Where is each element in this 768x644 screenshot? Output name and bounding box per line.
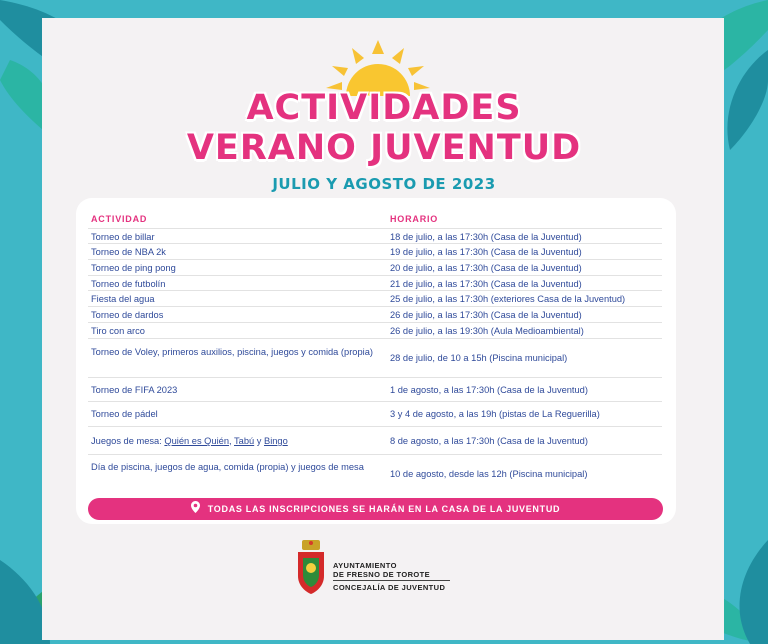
schedule-cell: 26 de julio, a las 19:30h (Aula Medioambiental): [390, 326, 584, 336]
activity-cell: Día de piscina, juegos de agua, comida (propia) y juegos de mesa: [91, 462, 364, 472]
schedule-cell: 1 de agosto, a las 17:30h (Casa de la Juventud): [390, 385, 588, 395]
schedule-cell: 26 de julio, a las 17:30h (Casa de la Juventud): [390, 310, 582, 320]
table-row: [88, 455, 662, 493]
subtitle-dates: JULIO Y AGOSTO DE 2023: [272, 175, 496, 193]
org-name-line-1: AYUNTAMIENTO: [333, 561, 397, 570]
game-link-bingo[interactable]: Bingo: [264, 436, 288, 446]
column-header-horario: HORARIO: [390, 214, 439, 224]
activity-cell: Torneo de billar: [91, 232, 155, 242]
table-row: [88, 291, 662, 307]
divider: [333, 580, 450, 581]
table-row: [88, 339, 662, 378]
table-row: [88, 276, 662, 291]
registration-banner: [88, 498, 663, 520]
department-name: CONCEJALÍA DE JUVENTUD: [333, 583, 446, 592]
column-header-actividad: ACTIVIDAD: [91, 214, 148, 224]
schedule-cell: 25 de julio, a las 17:30h (exteriores Casa de la Juventud): [390, 294, 626, 304]
game-link-tabu[interactable]: Tabú: [234, 436, 255, 446]
separator-text: ,: [229, 436, 234, 446]
title-line-1: ACTIVIDADES: [246, 88, 522, 128]
table-row: [88, 323, 662, 339]
activity-cell: Torneo de Voley, primeros auxilios, piscina, juegos y comida (propia): [91, 347, 373, 357]
org-name-line-2: DE FRESNO DE TOROTE: [333, 570, 431, 579]
activity-cell: Torneo de futbolín: [91, 279, 166, 289]
table-row: [88, 402, 662, 427]
activity-cell: Torneo de dardos: [91, 310, 164, 320]
table-row: [88, 378, 662, 402]
board-games-label: Juegos de mesa:: [91, 436, 165, 446]
municipal-crest-icon: [296, 540, 326, 594]
activity-cell: Torneo de FIFA 2023: [91, 385, 178, 395]
banner-text: TODAS LAS INSCRIPCIONES SE HARÁN EN LA CASA DE LA JUVENTUD: [207, 504, 561, 514]
table-row: [88, 244, 662, 260]
table-row: [88, 307, 662, 323]
schedule-cell: 19 de julio, a las 17:30h (Casa de la Juventud): [390, 247, 582, 257]
game-link-quien-es-quien[interactable]: Quién es Quién: [164, 436, 229, 446]
location-pin-icon: [191, 499, 200, 521]
activity-cell: Torneo de pádel: [91, 409, 158, 419]
schedule-cell: 3 y 4 de agosto, a las 19h (pistas de La Reguerilla): [390, 409, 600, 419]
schedule-cell: 20 de julio, a las 17:30h (Casa de la Juventud): [390, 263, 582, 273]
schedule-cell: 10 de agosto, desde las 12h (Piscina municipal): [390, 469, 588, 479]
table-row: [88, 427, 662, 455]
activity-cell: Torneo de ping pong: [91, 263, 176, 273]
separator-text: y: [254, 436, 264, 446]
activity-cell: Torneo de NBA 2k: [91, 247, 166, 257]
schedule-cell: 8 de agosto, a las 17:30h (Casa de la Juventud): [390, 436, 588, 446]
activity-cell: Fiesta del agua: [91, 294, 155, 304]
schedule-cell: 28 de julio, de 10 a 15h (Piscina municipal): [390, 353, 568, 363]
schedule-cell: 21 de julio, a las 17:30h (Casa de la Juventud): [390, 279, 582, 289]
activity-cell: [91, 435, 381, 447]
title-line-2: VERANO JUVENTUD: [186, 128, 582, 168]
activity-cell: Tiro con arco: [91, 326, 145, 336]
table-row: [88, 260, 662, 276]
schedule-cell: 18 de julio, a las 17:30h (Casa de la Juventud): [390, 232, 582, 242]
table-row: [88, 228, 662, 244]
